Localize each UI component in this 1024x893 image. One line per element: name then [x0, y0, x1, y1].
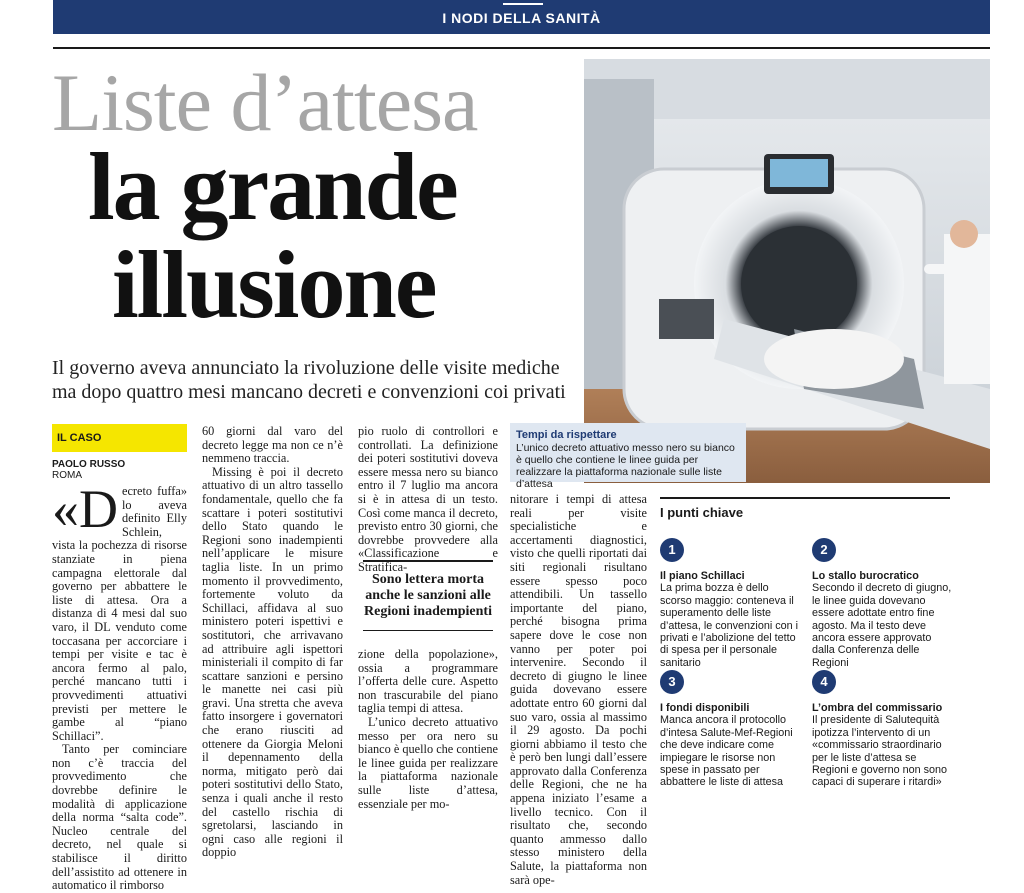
- key-point-2: [812, 538, 954, 669]
- key-point-text: Manca ancora il protocollo d’intesa Salute-Mef-Regioni che deve indicare come impiegare le risorse non spese in passato per abbattere le liste di attesa: [660, 714, 793, 789]
- key-point-4: [812, 670, 954, 789]
- caption-text: L’unico decreto attuativo messo nero su bianco è quello che contiene le linee guida per realizzare la piattaforma nazionale sulle liste d’attesa: [516, 442, 735, 490]
- top-rule: [53, 47, 990, 49]
- paragraph-text: ecreto fuffa» lo aveva definito Elly Schlein, vista la pochezza di risorse stanziate in piena campagna elettorale dal governo per abbattere le liste di attesa. Ora a distanza di 4 mesi dal suo varo, il DL venduto come toccasana per accorciare i tempi per visite e tac è ancora fermo al palo, perché mancano tutti i provvedimenti attuativi previsti per mettere le gambe al “piano Schillaci”.: [52, 484, 187, 743]
- paragraph: nitorare i tempi di attesa reali per visite specialistiche e accertamenti diagnostici, visto che quelli riportati dai siti regionali risultano essere spesso poco attendibili. Un tassello importante del piano, perché bisogna prima sapere dove le cose non vanno per poter poi intervenire. Secondo il decreto di giugno le linee guida dovevano essere adottate entro 60 giorni dal suo varo, ossia al massimo il 29 agosto. Da pochi giorni abbiamo il testo che è però ben lungi dall’essere approvato dalla Conferenza delle Regioni, che ne ha appena iniziato l’esame a livello tecnico. Con il risultato che, secondo quanto ammesso dallo stesso ministero della Salute, la piattaforma non sarà ope-: [510, 492, 647, 887]
- caption-title: Tempi da rispettare: [516, 429, 617, 441]
- key-point-text: Secondo il decreto di giugno, le linee guida dovevano essere adottate entro fine agosto. Ma il testo deve ancora essere approvato dalla Conferenza delle Regioni: [812, 582, 952, 669]
- headline-line-2: la grande: [88, 133, 457, 240]
- paragraph: Missing è poi il decreto attuativo di un altro tassello fondamentale, quello che fa scattare i poteri sostitutivi dello Stato quando le Regioni sono inadempienti nell’applicare le misure taglia liste. In un primo momento il provvedimento, fortemente voluto da Schillaci, affidava al suo ministero poteri ispettivi e sostitutori, che arrivavano ad attribuire agli ispettori ministeriali il compito di far scattare sanzioni e persino le manette nei casi più gravi. Una stretta che aveva fatto insorgere i governatori che erano riusciti ad ottenere da Giorgia Meloni il depennamento della norma, mitigato però dai poteri sostitutivi dello Stato, senza i quali anche il resto del castello rischia di sgretolarsi, lasciando in ogni caso alle regioni il doppio: [202, 464, 343, 860]
- mri-photo: [584, 59, 990, 483]
- article-column-3b: [358, 648, 498, 811]
- pull-quote: Sono lettera morta anche le sanzioni alle Regioni inadempienti: [363, 560, 493, 631]
- key-point-title: Il piano Schillaci: [660, 570, 745, 582]
- key-point-1: [660, 538, 802, 669]
- article-column-1: [52, 479, 187, 893]
- mri-illustration: [584, 59, 990, 483]
- banner-accent-line: [503, 3, 543, 5]
- drop-cap: «D: [52, 479, 118, 539]
- article-column-4: [510, 493, 647, 887]
- author: PAOLO RUSSO: [52, 459, 126, 470]
- key-point-text: La prima bozza è dello scorso maggio: conteneva il superamento delle liste d’attesa, le convenzioni con i privati e l’abolizione del tetto di spesa per il personale sanitario: [660, 582, 799, 669]
- byline: [52, 459, 125, 481]
- headline-line-3: illusione: [112, 231, 436, 338]
- key-point-title: Lo stallo burocratico: [812, 570, 919, 582]
- section-label: I NODI DELLA SANITÀ: [442, 10, 601, 26]
- paragraph: [52, 479, 187, 743]
- section-tag: IL CASO: [52, 424, 187, 452]
- photo-caption: [510, 423, 746, 490]
- key-point-number: 3: [660, 670, 684, 694]
- key-point-3: [660, 670, 802, 789]
- key-points-heading: I punti chiave: [660, 497, 950, 520]
- article-column-2: [202, 425, 343, 860]
- key-point-number: 2: [812, 538, 836, 562]
- paragraph: zione della popolazione», ossia a programmare l’offerta delle cure. Aspetto non trascurabile del piano taglia tempi di attesa.: [358, 647, 498, 716]
- key-point-number: 1: [660, 538, 684, 562]
- place: ROMA: [52, 470, 82, 481]
- paragraph: L’unico decreto attuativo messo per ora nero su bianco è quello che contiene le linee guida per realizzare la piattaforma nazionale sulle liste d’attesa, essenziale per mo-: [358, 714, 498, 811]
- section-banner: [53, 0, 990, 34]
- paragraph: pio ruolo di controllori e controllati. La definizione dei poteri sostitutivi doveva essere messa nero su bianco entro il 7 luglio ma ancora si è in attesa di un testo. Così come manca il decreto, previsto entro 30 giorni, che dovrebbe provvedere alla «Classificazione e Stratifica-: [358, 424, 498, 574]
- key-point-number: 4: [812, 670, 836, 694]
- headline-line-1: Liste d’attesa: [52, 57, 478, 148]
- key-point-title: L’ombra del commissario: [812, 702, 943, 714]
- paragraph: 60 giorni dal varo del decreto legge ma non ce n’è nemmeno traccia.: [202, 424, 343, 466]
- article-column-3a: [358, 425, 498, 575]
- paragraph: Tanto per cominciare non c’è traccia del provvedimento che dovrebbe definire le modalità di applicazione della norma “salta code”. Nucleo centrale del decreto, nel quale si stabilisce il diritto dell’assistito ad ottenere in automatico il rimborso: [52, 742, 187, 893]
- key-point-text: Il presidente di Salutequità ipotizza l’intervento di un «commissario straordinario per le liste d’attesa se Regioni e governo non sono capaci di superare i ritardi»: [812, 714, 948, 789]
- subtitle: Il governo aveva annunciato la rivoluzione delle visite mediche ma dopo quattro mesi mancano decreti e convenzioni coi privati: [52, 357, 566, 403]
- key-point-title: I fondi disponibili: [660, 702, 750, 714]
